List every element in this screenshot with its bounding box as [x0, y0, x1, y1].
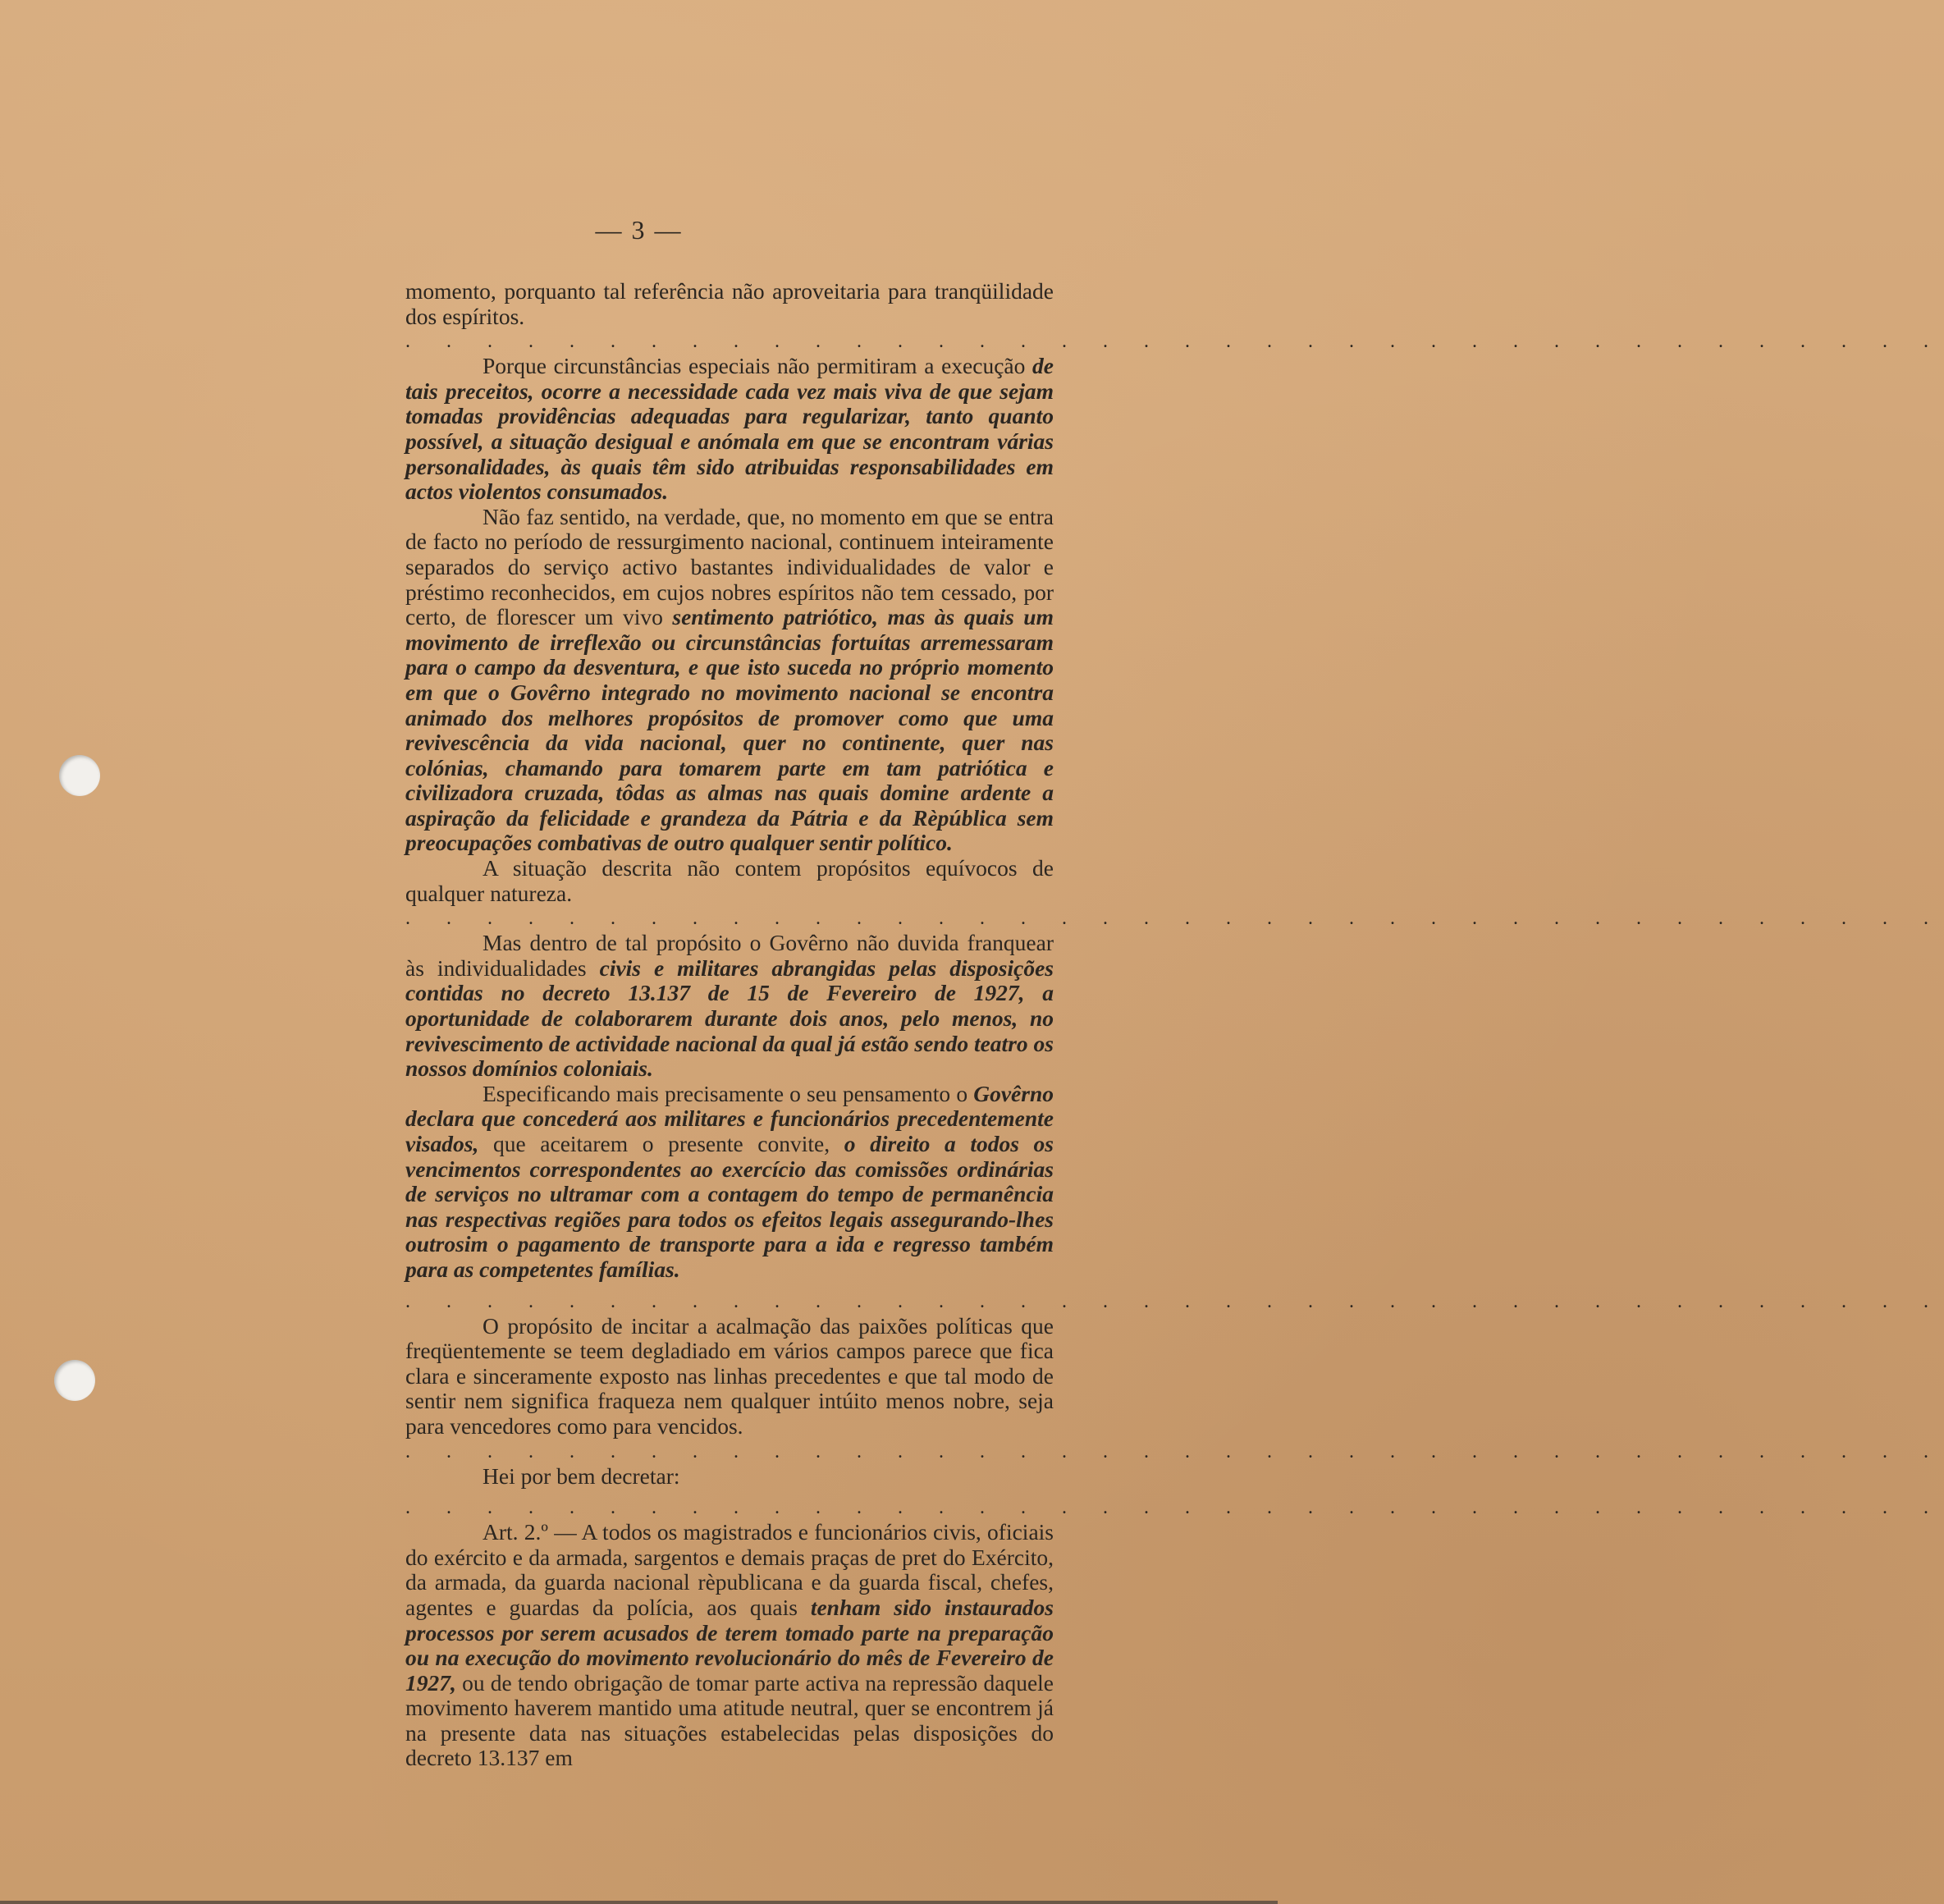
paragraph-italic-text: tenham sido instaurados processos por serem acusados de terem tomado parte na preparação ou na execução do movimento revolucionário do mês de Fevereiro de 1927, [405, 1594, 1054, 1696]
page-bottom-edge [0, 1901, 1278, 1904]
separator-dots: . . . . . . . . . . . . . . . . . . . . . . . . . . . . . . . . . . . . . . [405, 1440, 1944, 1462]
paragraph-italic-text: sentimento patriótico, mas às quais um movimento de irreflexão ou circunstâncias fortuítas arremessaram para o campo da desventura, e que isto suceda no próprio momento em que o Govêrno integrado no movimento nacional se encontra animado dos melhores propósitos de promover como que uma revivescência da vida nacional, quer no continente, quer nas colónias, chamando para tomarem parte em tam patriótica e civilizadora cruzada, tôdas as almas nas quais domine ardente a aspiração da felicidade e grandeza da Pátria e da Rèpública sem preocupações combativas de outro qualquer sentir político. [405, 604, 1054, 856]
paragraph-italic-text: de tais preceitos, ocorre a necessidade cada vez mais viva de que sejam tomadas providências adequadas para regularizar, tanto quanto possível, a situação desigual e anómala em que se encontram várias personalidades, às quais têm sido atribuidas responsabilidades em actos violentos consumados. [405, 353, 1054, 505]
paragraph-continuation: momento, porquanto tal referência não aproveitaria para tranqüilidade dos espíritos. [405, 278, 1054, 329]
paragraph-circumstances [405, 354, 1054, 505]
separator-dots: . . . . . . . . . . . . . . . . . . . . . . . . . . . . . . . . . . . . . . [405, 1497, 1944, 1519]
paragraph-decree: Hei por bem decretar: [483, 1462, 680, 1489]
paragraph-text: Mas dentro de tal propósito o Govêrno não duvida franquear às individualidades [405, 930, 1054, 981]
punch-hole [54, 1360, 95, 1401]
paragraph-text: ou de tendo obrigação de tomar parte activa na repressão daquele movimento haverem mantido uma atitude neutral, quer se encontrem já na presente data nas situações estabelecidas pelas disposições do decreto 13.137 em [405, 1669, 1054, 1771]
paragraph-text: que aceitarem o presente convite, [478, 1131, 844, 1156]
paragraph-article-2 [405, 1520, 1054, 1771]
punch-hole [59, 755, 100, 796]
paragraph-text: Porque circunstâncias especiais não permitiram a execução [483, 353, 1033, 379]
separator-dots: . . . . . . . . . . . . . . . . . . . . . . . . . . . . . . . . . . . . . . [405, 1290, 1944, 1312]
paragraph-italic-text: o direito a todos os vencimentos correspondentes ao exercício das comissões ordinárias de serviços no ultramar com a contagem do tempo de permanência nas respectivas regiões para todos os efeitos legais assegurando-lhes outrosim o pagamento de transporte para a ida e regresso também para as competentes famílias. [405, 1131, 1054, 1282]
page-number: — 3 — [595, 215, 683, 245]
paragraph-italic-text: Govêrno declara que concederá aos militares e funcionários precedentemente visados, [405, 1080, 1054, 1156]
paragraph-italic-text: civis e militares abrangidas pelas disposições contidas no decreto 13.137 de 15 de Fevereiro de 1927, a oportunidade de colaborarem durante dois anos, pelo menos, no revivescimento de actividade nacional da qual já estão sendo teatro os nossos domínios coloniais. [405, 954, 1054, 1082]
paragraph-specification [405, 1082, 1054, 1283]
document-body [405, 278, 1944, 1771]
separator-dots: . . . . . . . . . . . . . . . . . . . . . . . . . . . . . . . . . . . . . . [405, 908, 1944, 930]
paragraph-text: Art. 2.º — A todos os magistrados e funcionários civis, oficiais do exército e da armada, sargentos e demais praças de pret do Exército, da armada, da guarda nacional rèpublicana e da guarda fiscal, chefes, agentes e guardas da polícia, aos quais [405, 1519, 1054, 1620]
paragraph-purpose [405, 931, 1054, 1082]
paragraph-situation: A situação descrita não contem propósitos equívocos de qualquer natureza. [405, 855, 1054, 906]
paragraph-text: Especificando mais precisamente o seu pensamento o [483, 1080, 974, 1106]
paragraph-rebirth [405, 505, 1054, 856]
paragraph-text: Não faz sentido, na verdade, que, no momento em que se entra de facto no período de ressurgimento nacional, continuem inteiramente separados do serviço activo bastantes individualidades de valor e préstimo reconhecidos, em cujos nobres espíritos não tem cessado, por certo, de florescer um vivo [405, 503, 1054, 630]
paragraph-calming: O propósito de incitar a acalmação das paixões políticas que freqüentemente se teem degladiado em vários campos parece que fica clara e sinceramente exposto nas linhas precedentes e que tal modo de sentir nem significa fraqueza nem qualquer intúito menos nobre, seja para vencedores como para vencidos. [405, 1312, 1054, 1439]
separator-dots: . . . . . . . . . . . . . . . . . . . . . . . . . . . . . . . . . . . . . . [405, 331, 1944, 353]
